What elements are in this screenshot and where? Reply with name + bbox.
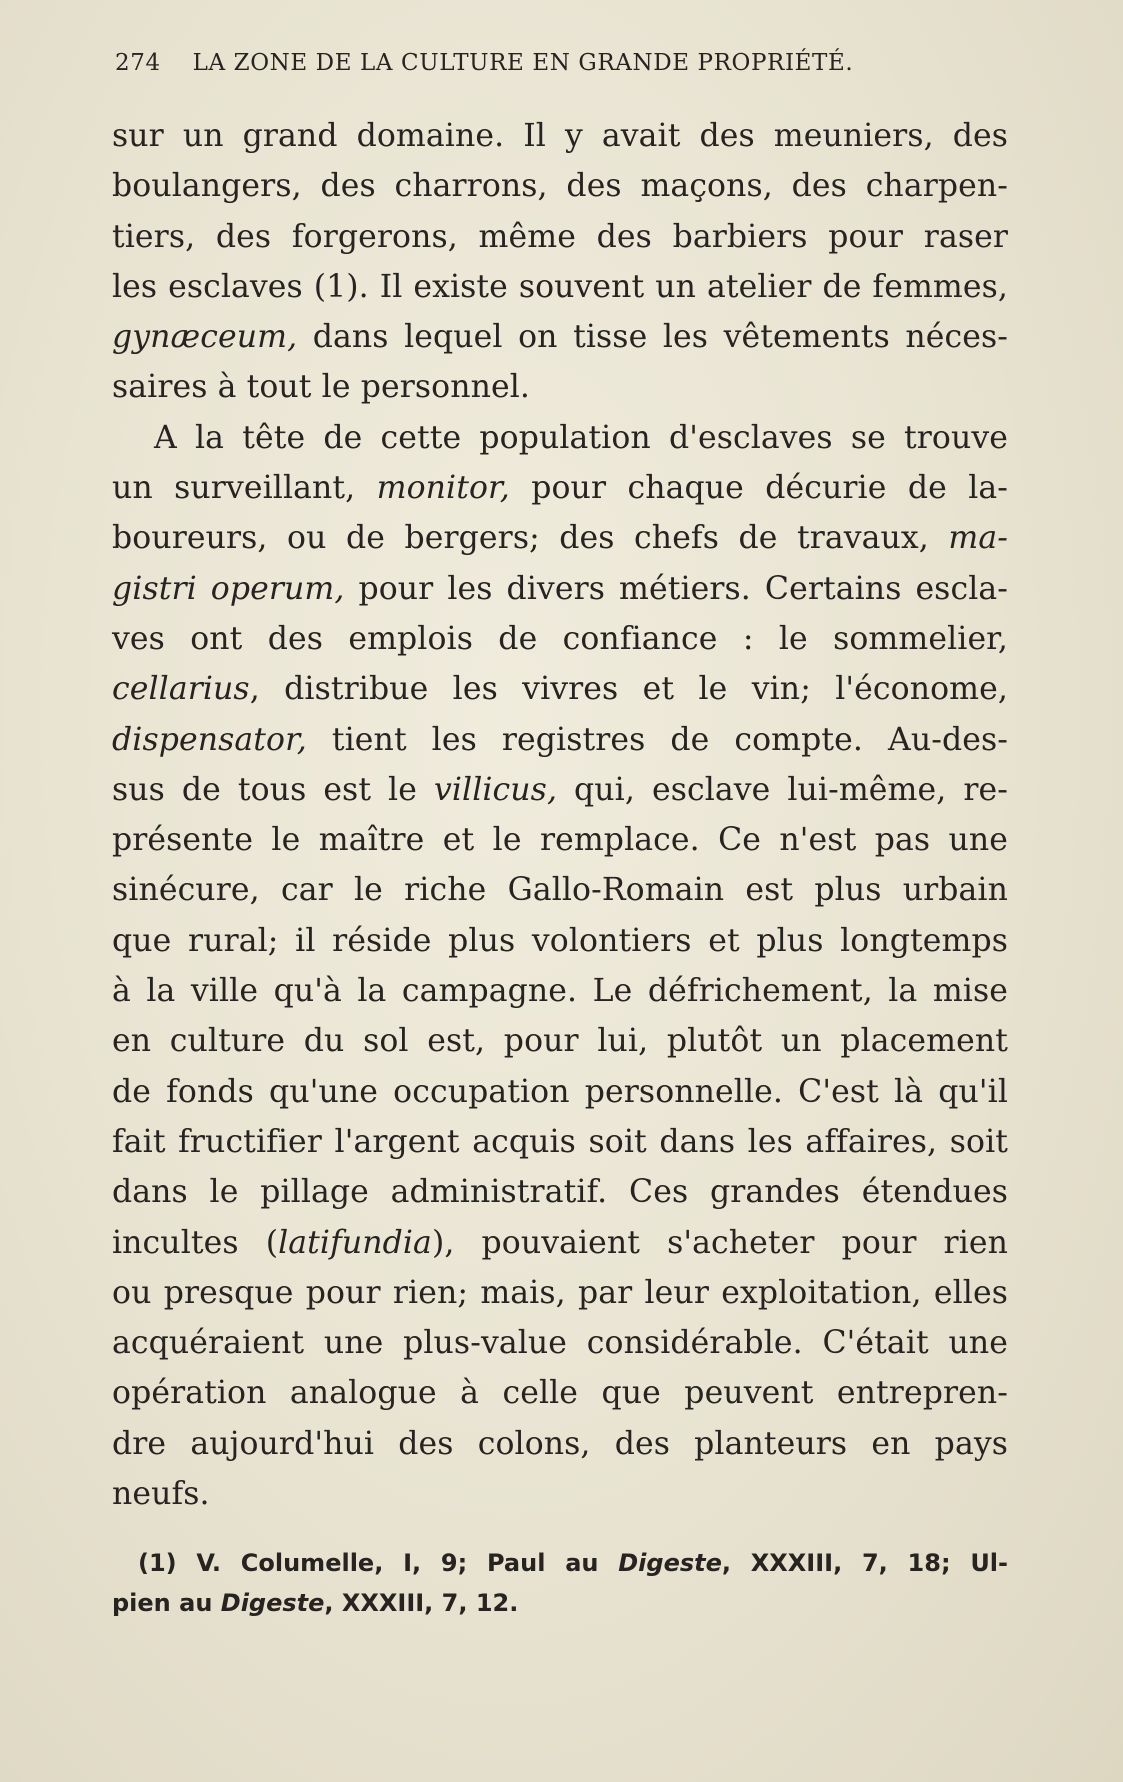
italic-term: ma- — [948, 520, 1008, 557]
text-run: , distribue les vivres et le vin; l'économe, — [249, 671, 1008, 708]
running-header — [115, 50, 985, 76]
italic-term: gistri operum, — [112, 570, 345, 607]
text-line — [112, 1167, 1008, 1217]
text-line — [112, 614, 1008, 664]
text-line — [112, 1218, 1008, 1268]
text-line — [112, 161, 1008, 211]
text-run: (1) V. Columelle, I, 9; Paul au — [138, 1549, 619, 1577]
text-line — [112, 1368, 1008, 1418]
text-run: saires à tout le personnel. — [112, 369, 530, 406]
text-run: fait fructifier l'argent acquis soit dans les affaires, soit — [112, 1123, 1008, 1160]
text-run: boureurs, ou de bergers; des chefs de travaux, — [112, 520, 949, 557]
text-run: ou presque pour rien; mais, par leur exploitation, elles — [112, 1274, 1008, 1311]
footnote-line — [112, 1583, 1008, 1623]
text-line — [112, 1117, 1008, 1167]
text-line — [112, 765, 1008, 815]
text-line — [112, 463, 1008, 513]
text-run: pour les divers métiers. Certains escla- — [344, 570, 1008, 607]
text-line — [112, 564, 1008, 614]
text-line — [112, 111, 1008, 161]
italic-term: Digeste — [220, 1589, 325, 1617]
text-run: sur un grand domaine. Il y avait des meuniers, des — [112, 118, 1008, 154]
text-run: tient les registres de compte. Au-des- — [306, 721, 1008, 758]
text-run: pour chaque décurie de la- — [509, 470, 1008, 507]
text-line — [112, 262, 1008, 312]
text-run: boulangers, des charrons, des maçons, des charpen- — [112, 168, 1008, 205]
italic-term: latifundia — [278, 1224, 432, 1261]
text-line — [112, 1318, 1008, 1368]
italic-term: dispensator, — [112, 721, 307, 758]
text-line — [112, 815, 1008, 865]
running-title: LA ZONE DE LA CULTURE EN GRANDE PROPRIÉTÉ. — [192, 50, 854, 76]
text-run: opération analogue à celle que peuvent entrepren- — [112, 1375, 1008, 1412]
text-line — [112, 1067, 1008, 1117]
italic-term: cellarius — [112, 671, 250, 708]
text-run: neufs. — [112, 1476, 210, 1513]
text-run: , XXXIII, 7, 18; Ul- — [721, 1549, 1008, 1577]
text-line — [112, 362, 1008, 412]
italic-term: monitor, — [376, 470, 510, 507]
text-run: tiers, des forgerons, même des barbiers pour raser — [112, 218, 1008, 255]
text-run: qui, esclave lui-même, re- — [557, 771, 1008, 808]
text-run: présente le maître et le remplace. Ce n'est pas une — [112, 822, 1008, 859]
text-line — [112, 413, 1008, 463]
body-text — [112, 111, 1008, 1519]
text-run: A la tête de cette population d'esclaves se trouve — [154, 419, 1008, 456]
text-run: dre aujourd'hui des colons, des planteurs en pays — [112, 1425, 1008, 1462]
text-run: de fonds qu'une occupation personnelle. C'est là qu'il — [112, 1073, 1008, 1110]
text-run: en culture du sol est, pour lui, plutôt un placement — [112, 1023, 1008, 1060]
text-run: incultes ( — [112, 1224, 279, 1261]
text-run: les esclaves (1). Il existe souvent un atelier de femmes, — [112, 268, 1008, 305]
text-line — [112, 513, 1008, 563]
footnote-line — [138, 1543, 1008, 1583]
text-line — [112, 916, 1008, 966]
text-run: ves ont des emplois de confiance : le sommelier, — [112, 620, 1008, 657]
text-line — [112, 664, 1008, 714]
text-run: dans le pillage administratif. Ces grandes étendues — [112, 1174, 1008, 1211]
text-run: acquéraient une plus-value considérable. C'était une — [112, 1325, 1008, 1362]
text-run: que rural; il réside plus volontiers et plus longtemps — [112, 922, 1008, 959]
text-line — [112, 1016, 1008, 1066]
text-run: à la ville qu'à la campagne. Le défrichement, la mise — [112, 973, 1008, 1010]
text-line — [112, 966, 1008, 1016]
text-line — [112, 1469, 1008, 1519]
text-run: un surveillant, — [112, 470, 377, 507]
italic-term: Digeste — [618, 1549, 722, 1577]
text-line — [112, 865, 1008, 915]
text-line — [112, 212, 1008, 262]
italic-term: villicus, — [433, 771, 558, 808]
text-line — [112, 715, 1008, 765]
text-run: sinécure, car le riche Gallo-Romain est plus urbain — [112, 872, 1008, 909]
text-run: sus de tous est le — [112, 771, 434, 808]
text-line — [112, 1419, 1008, 1469]
text-run: ), pouvaient s'acheter pour rien — [431, 1224, 1009, 1261]
text-line — [112, 312, 1008, 362]
italic-term: gynæceum, — [112, 319, 298, 356]
page-number: 274 — [115, 50, 161, 76]
text-line — [112, 1268, 1008, 1318]
text-run: pien au — [112, 1589, 221, 1617]
text-run: , XXXIII, 7, 12. — [324, 1589, 519, 1617]
footnote — [112, 1543, 1008, 1623]
text-run: dans lequel on tisse les vêtements néces- — [297, 319, 1008, 356]
